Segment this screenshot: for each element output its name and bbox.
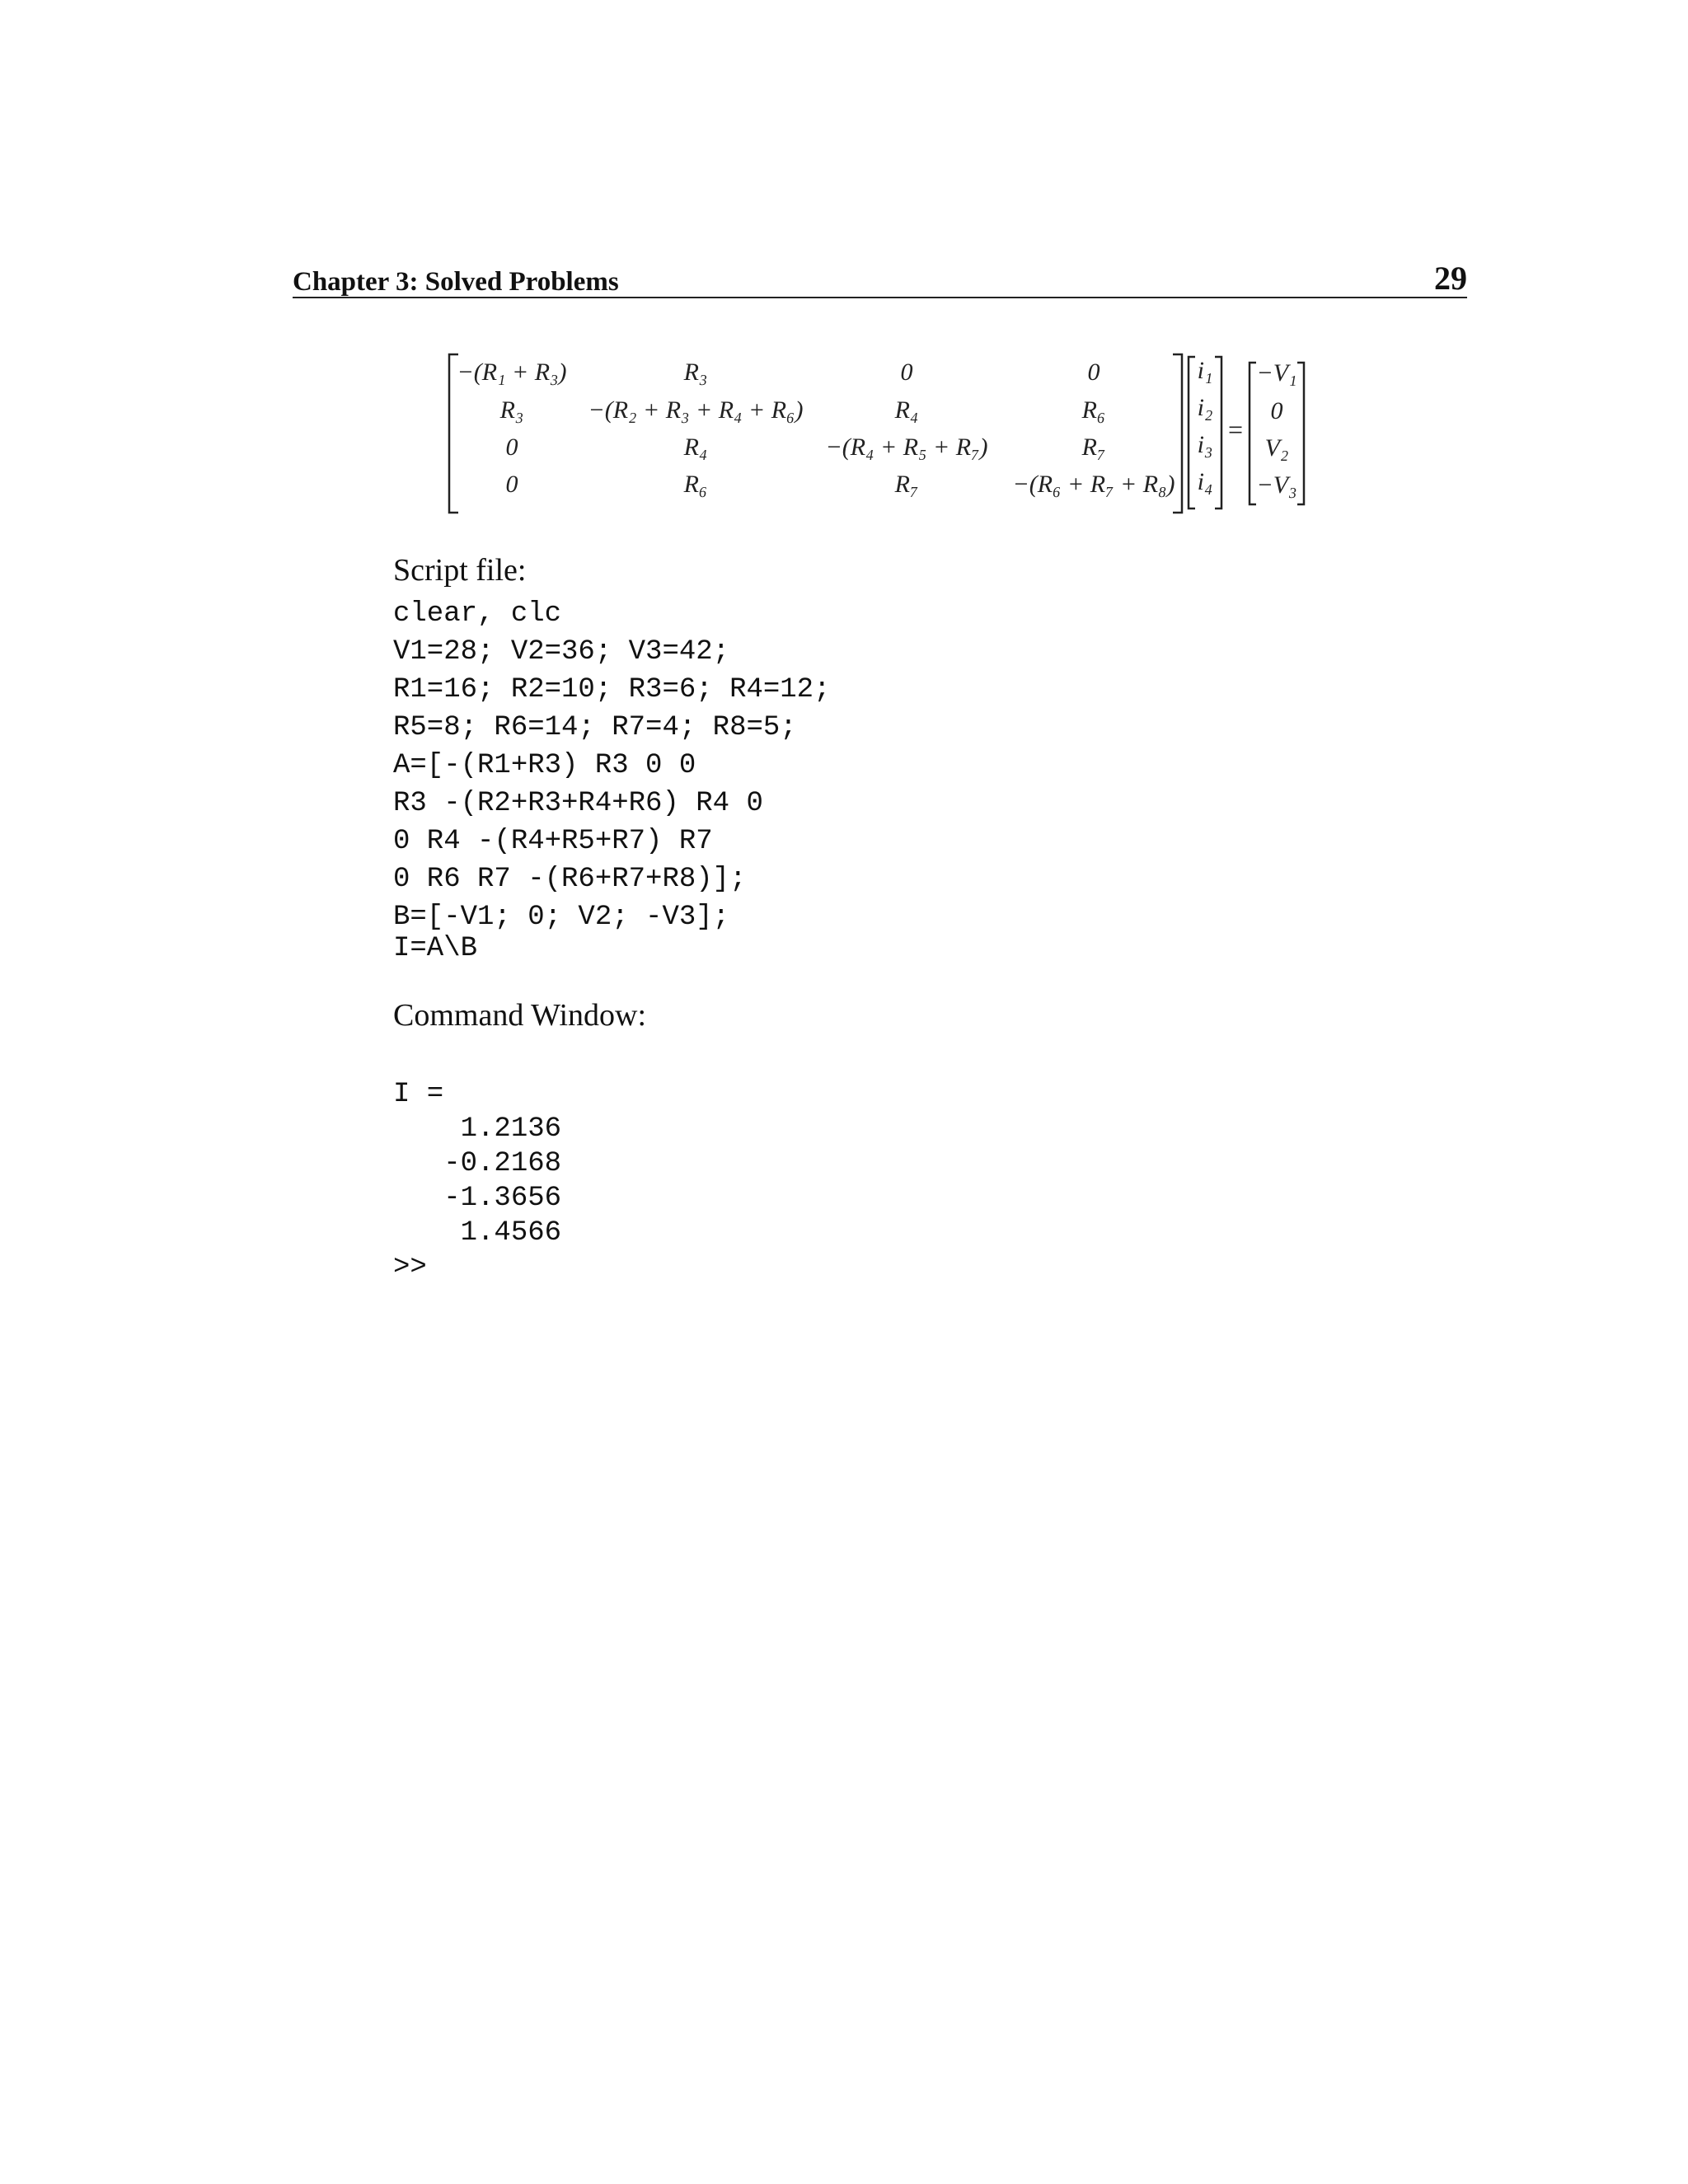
output-line: 1.2136 <box>393 1113 562 1145</box>
output-line: I = <box>393 1079 444 1110</box>
matrix-cell: R₆ <box>1081 396 1106 424</box>
command-window-label: Command Window: <box>393 998 647 1033</box>
unknown-entry: i₂ <box>1197 394 1213 421</box>
unknown-entry: i₄ <box>1197 468 1213 495</box>
matrix-cell: R₆ <box>683 471 708 498</box>
matrix-equation <box>0 0 1688 577</box>
rhs-entry: V₂ <box>1264 434 1289 462</box>
matrix-cell: −(R₂ + R₃ + R₄ + R₆) <box>588 396 804 424</box>
output-line: 1.4566 <box>393 1217 562 1249</box>
matrix-cell: R₄ <box>683 434 708 461</box>
code-line: B=[-V1; 0; V2; -V3]; <box>393 902 730 933</box>
matrix-cell: 0 <box>1087 359 1100 386</box>
code-line: 0 R4 -(R4+R5+R7) R7 <box>393 826 713 857</box>
matrix-cell: −(R₆ + R₇ + R₈) <box>1012 471 1175 498</box>
command-output <box>393 1076 561 1283</box>
page-number: 29 <box>1434 260 1467 297</box>
matrix-cell: R₄ <box>894 396 919 424</box>
code-line: clear, clc <box>393 598 562 630</box>
matrix-cell: R₇ <box>1081 434 1106 461</box>
code-line: R1=16; R2=10; R3=6; R4=12; <box>393 674 831 705</box>
matrix-cell: R₃ <box>499 396 524 424</box>
output-line: -1.3656 <box>393 1183 562 1214</box>
rhs-right-bracket <box>1297 363 1304 504</box>
code-line: I=A\B <box>393 933 478 964</box>
unknowns-right-bracket <box>1215 357 1221 509</box>
script-file-label: Script file: <box>393 553 527 588</box>
unknowns-left-bracket <box>1189 357 1195 509</box>
command-prompt: >> <box>393 1252 427 1283</box>
matrix-cell: 0 <box>900 359 913 386</box>
rhs-entry: −V₃ <box>1256 471 1297 499</box>
code-line: 0 R6 R7 -(R6+R7+R8)]; <box>393 864 747 895</box>
unknown-entry: i₃ <box>1197 431 1213 458</box>
matrix-cell: −(R₄ + R₅ + R₇) <box>825 434 988 461</box>
code-line: A=[-(R1+R3) R3 0 0 <box>393 750 696 781</box>
code-line: R3 -(R2+R3+R4+R6) R4 0 <box>393 788 763 819</box>
equals-sign: = <box>1227 415 1244 444</box>
rhs-entry: 0 <box>1270 397 1283 424</box>
script-code <box>393 595 831 968</box>
code-line: V1=28; V2=36; V3=42; <box>393 636 730 668</box>
rhs-entry: −V₁ <box>1256 359 1297 387</box>
matrix-cell: 0 <box>505 434 518 461</box>
matrix-cell: R₇ <box>894 471 919 498</box>
matrix-cell: 0 <box>505 471 518 498</box>
matrix-cell: −(R₁ + R₃) <box>457 359 567 386</box>
rhs-left-bracket <box>1250 363 1256 504</box>
code-line: R5=8; R6=14; R7=4; R8=5; <box>393 712 797 743</box>
unknown-entry: i₁ <box>1197 357 1213 384</box>
output-line: -0.2168 <box>393 1148 562 1179</box>
matrix-cell: R₃ <box>683 359 708 386</box>
chapter-title: Chapter 3: Solved Problems <box>293 267 619 297</box>
